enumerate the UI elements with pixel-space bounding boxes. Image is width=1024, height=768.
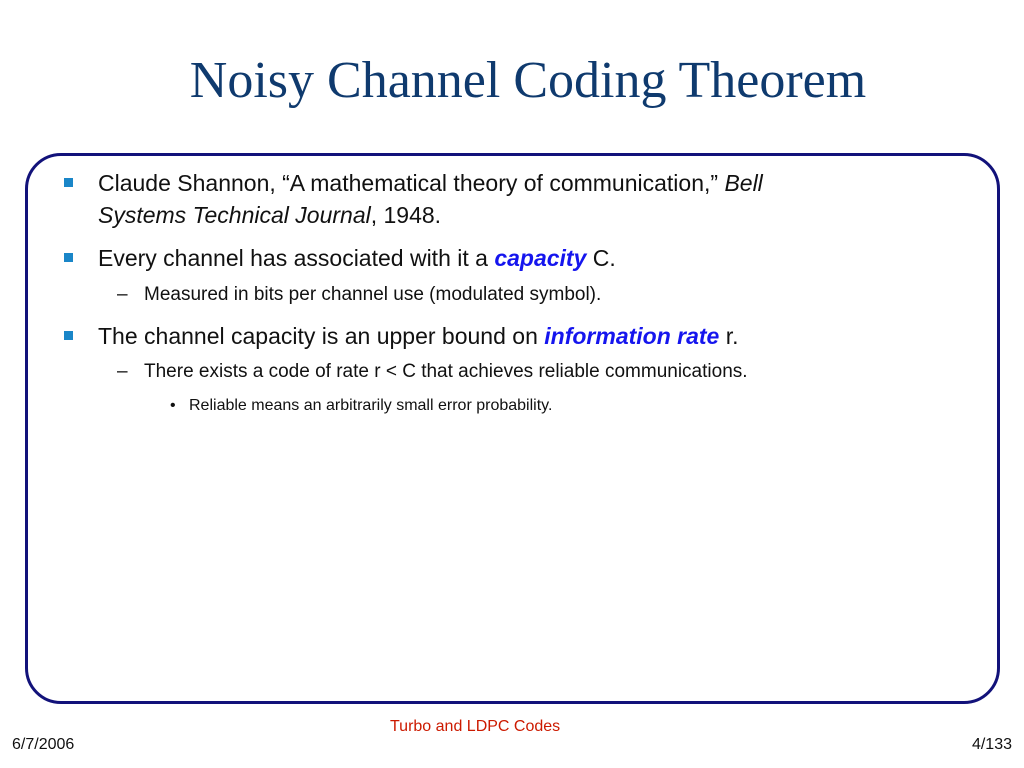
bullet-3-subsub: Reliable means an arbitrarily small error probability.: [189, 397, 553, 414]
bullet-1-text: Claude Shannon, “A mathematical theory of communication,”: [98, 170, 725, 196]
slide-title: Noisy Channel Coding Theorem: [189, 52, 867, 109]
dash-bullet-icon: –: [117, 361, 128, 382]
bullet-2: [98, 242, 616, 274]
square-bullet-icon: [64, 253, 73, 262]
square-bullet-icon: [64, 331, 73, 340]
information-rate-emphasis: information rate: [544, 323, 720, 349]
bullet-1-line-1: [98, 167, 763, 199]
bullet-1-line-2: [98, 199, 441, 231]
bullet-2-text: Every channel has associated with it a: [98, 245, 495, 271]
dash-bullet-icon: –: [117, 284, 128, 305]
footer-page-number: 4/133: [971, 736, 1012, 753]
bullet-3-tail: r.: [719, 323, 739, 349]
square-bullet-icon: [64, 178, 73, 187]
dot-bullet-icon: •: [170, 397, 176, 414]
bullet-3-text: The channel capacity is an upper bound on: [98, 323, 545, 349]
content-frame: [25, 153, 1000, 704]
footer-presentation-title: Turbo and LDPC Codes: [390, 718, 561, 735]
bullet-2-tail: C.: [586, 245, 616, 271]
bullet-3-sub: There exists a code of rate r < C that achieves reliable communications.: [144, 361, 748, 382]
capacity-emphasis: capacity: [494, 245, 587, 271]
bullet-2-sub: Measured in bits per channel use (modulated symbol).: [144, 284, 602, 305]
journal-name-part-2: Systems Technical Journal: [98, 202, 371, 228]
bullet-3: [98, 320, 739, 352]
journal-name-part-1: Bell: [724, 170, 763, 196]
bullet-1-year: , 1948.: [370, 202, 442, 228]
footer-date: 6/7/2006: [12, 736, 75, 753]
